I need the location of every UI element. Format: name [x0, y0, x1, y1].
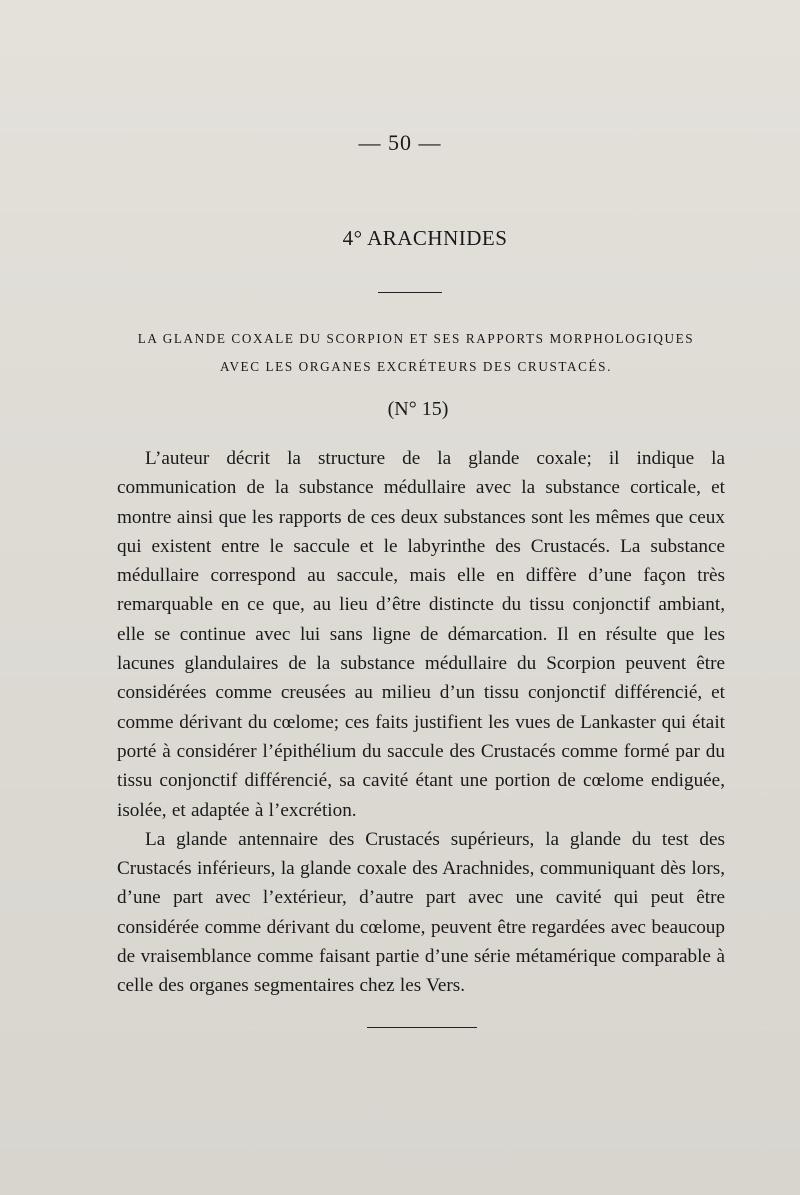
paragraph-2: La glande antennaire des Crustacés supérieurs, la glande du test des Crustacés inférieurs, la glande coxale des Arachnides, communiquant dès lors, d’une part avec l’extérieur, d’autre part avec une cavité qui peut être considérée comme dérivant du cœlome, peuvent être regardées avec beaucoup de vraisemblance comme faisant partie d’une série métamérique comparable à celle des organes segmentaires chez les Vers. — [117, 828, 725, 997]
subtitle-line-2: AVEC LES ORGANES EXCRÉTEURS DES CRUSTACÉS. — [220, 359, 612, 374]
body-text — [117, 444, 725, 1001]
subtitle-line-1: LA GLANDE COXALE DU SCORPION ET SES RAPPORTS MORPHOLOGIQUES — [137, 331, 695, 346]
title-divider — [378, 292, 442, 293]
end-divider — [367, 1027, 477, 1028]
page-number: — 50 — — [358, 130, 442, 155]
paragraph-1: L’auteur décrit la structure de la glande coxale; il indique la communication de la substance médullaire avec la substance corticale, et montre ainsi que les rapports de ces deux substances sont les mêmes que ceux qui existent entre le saccule et le labyrinthe des Crustacés. La substance médullaire correspond au saccule, mais elle en diffère d’une façon très remarquable en ce que, au lieu d’être distincte du tissu conjonctif ambiant, elle se continue avec lui sans ligne de démarcation. Il en résulte que les lacunes glandulaires de la substance médullaire du Scorpion peuvent être considérées comme creusées au milieu d’un tissu conjonctif différencié, et comme dérivant du cœlome; ces faits justifient les vues de Lankaster qui était porté à considérer l’épithélium du saccule des Crustacés comme formé par du tissu conjonctif différencié, sa cavité étant une portion de cœlome endiguée, isolée, et adaptée à l’excrétion. — [117, 448, 725, 821]
reference-number: (N° 15) — [387, 398, 449, 420]
section-title: 4° ARACHNIDES — [342, 226, 508, 250]
